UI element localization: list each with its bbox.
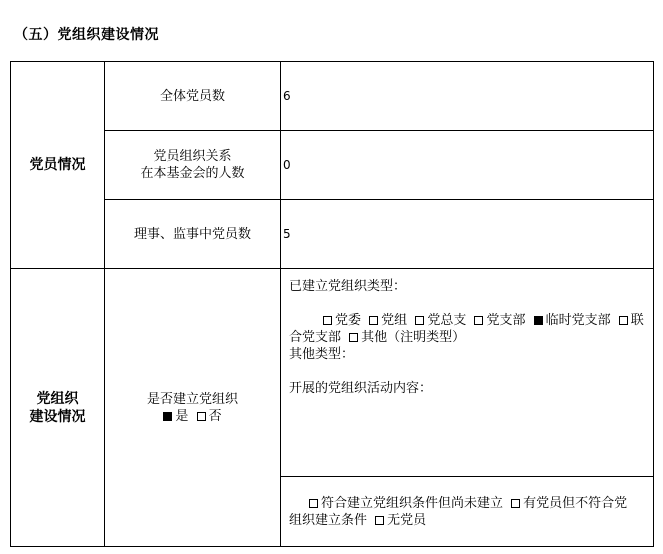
checkbox-icon[interactable]: [375, 516, 384, 525]
total-members-label: [105, 62, 281, 131]
no-checkbox[interactable]: [197, 412, 206, 421]
type-option-label: 党组: [381, 313, 408, 328]
org-group-label-line2: 建设情况: [29, 408, 86, 425]
board-members-label: [105, 200, 281, 269]
org-established-question-text: 是否建立党组织: [146, 391, 238, 407]
org-type-cell: [281, 269, 654, 477]
board-members-value: 5: [281, 200, 654, 269]
org-type-heading: 已建立党组织类型：: [289, 279, 407, 294]
registered-members-label-line1: 党员组织关系: [153, 149, 232, 164]
type-option-label: 党总支: [427, 313, 467, 328]
party-organization-table: [10, 61, 654, 547]
type-option-group[interactable]: [369, 313, 407, 328]
not-built-option-eligible[interactable]: [309, 496, 503, 511]
table-row: [11, 62, 654, 131]
org-established-question: [105, 269, 281, 547]
not-built-cell: [281, 477, 654, 547]
org-group-label: [11, 269, 105, 547]
board-members-label-text: 理事、监事中党员数: [133, 226, 251, 242]
table-row: [11, 200, 654, 269]
type-option-branch[interactable]: [474, 313, 525, 328]
checkbox-icon[interactable]: [474, 316, 483, 325]
checkbox-icon[interactable]: [309, 499, 318, 508]
no-label: 否: [208, 408, 222, 424]
checkbox-icon[interactable]: [534, 316, 543, 325]
not-built-option-label: 符合建立党组织条件但尚未建立: [321, 495, 504, 511]
type-option-other[interactable]: [349, 330, 465, 345]
checkbox-icon[interactable]: [323, 316, 332, 325]
not-built-option-no-members[interactable]: [375, 513, 426, 528]
type-option-label: 党委: [335, 313, 362, 328]
total-members-label-text: 全体党员数: [159, 88, 225, 104]
yes-label: 是: [175, 408, 189, 424]
no-option[interactable]: [197, 409, 222, 424]
registered-members-value: 0: [281, 131, 654, 200]
section-title: （五）党组织建设情况: [14, 27, 159, 43]
table-row: [11, 269, 654, 477]
other-type-label: 其他类型：: [289, 347, 355, 362]
type-option-committee[interactable]: [323, 313, 361, 328]
type-option-label: 临时党支部: [545, 313, 611, 328]
checkbox-icon[interactable]: [619, 316, 628, 325]
type-option-general-branch[interactable]: [415, 313, 466, 328]
yes-option[interactable]: [163, 409, 188, 424]
not-built-option-label: 有党员但不符合党组织建立条件: [289, 495, 628, 528]
type-option-label: 其他（注明类型）: [361, 330, 466, 345]
registered-members-label: [105, 131, 281, 200]
activity-content-label: 开展的党组织活动内容：: [289, 381, 433, 396]
checkbox-icon[interactable]: [349, 333, 358, 342]
org-group-label-line1: 党组织: [36, 390, 79, 407]
type-option-label: 联合党支部: [289, 313, 644, 345]
type-option-temporary-branch[interactable]: [534, 313, 611, 328]
checkbox-icon[interactable]: [415, 316, 424, 325]
not-built-option-label: 无党员: [387, 512, 427, 528]
registered-members-label-line2: 在本基金会的人数: [140, 166, 245, 181]
type-option-label: 党支部: [486, 313, 526, 328]
checkbox-icon[interactable]: [511, 499, 520, 508]
org-type-options: [289, 312, 645, 346]
total-members-value: 6: [281, 62, 654, 131]
yes-checkbox[interactable]: [163, 412, 172, 421]
checkbox-icon[interactable]: [369, 316, 378, 325]
members-group-label: 党员情况: [11, 62, 105, 269]
table-row: [11, 131, 654, 200]
